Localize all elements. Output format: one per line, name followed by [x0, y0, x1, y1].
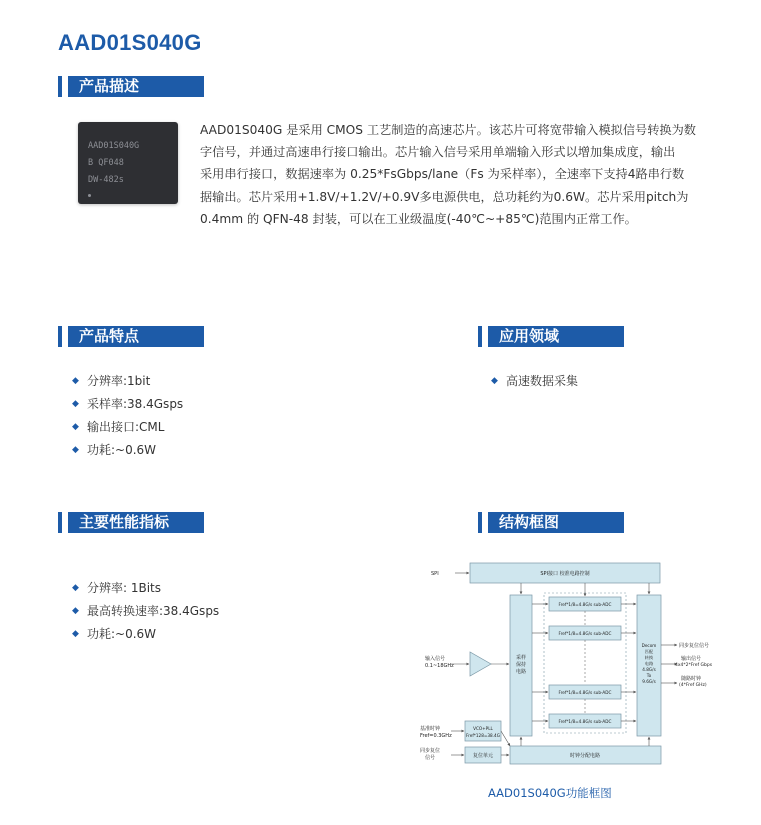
bullet-diamond-icon: ◆: [72, 376, 79, 386]
svg-text:Fref*128=38.4G: Fref*128=38.4G: [466, 733, 500, 738]
svg-text:Fref*1/8=4.8G/s sub-ADC: Fref*1/8=4.8G/s sub-ADC: [558, 719, 612, 724]
list-item: ◆ 分辨率: 1Bits: [72, 577, 219, 600]
svg-text:转换: 转换: [644, 655, 654, 660]
svg-text:To: To: [646, 673, 652, 678]
page-title: AAD01S040G: [58, 30, 202, 55]
svg-text:(4*Fref GHz): (4*Fref GHz): [679, 683, 707, 688]
bullet-diamond-icon: ◆: [72, 583, 79, 593]
svg-text:0.1~18GHz: 0.1~18GHz: [425, 663, 454, 669]
section-header-structure: [478, 512, 624, 533]
svg-text:4.8G/s: 4.8G/s: [642, 667, 656, 672]
chip-marking-1: AAD01S040G: [88, 141, 140, 151]
amplifier-triangle: [470, 652, 491, 676]
product-description: [200, 119, 700, 230]
section-label-structure: 结构框图: [488, 512, 624, 533]
bullet-diamond-icon: ◆: [72, 629, 79, 639]
section-header-description: [58, 76, 204, 97]
section-label-applications: 应用领域: [488, 326, 624, 347]
svg-text:输出信号: 输出信号: [681, 656, 702, 662]
bullet-diamond-icon: ◆: [72, 399, 79, 409]
list-item: ◆ 功耗:~0.6W: [72, 623, 219, 646]
block-diagram: [420, 558, 735, 770]
section-header-performance: [58, 512, 204, 533]
bullet-diamond-icon: ◆: [491, 376, 498, 386]
svg-text:输入信号: 输入信号: [425, 656, 446, 662]
svg-text:电路: 电路: [515, 669, 527, 675]
features-list: [72, 370, 183, 462]
svg-text:采样: 采样: [515, 655, 527, 661]
list-item: ◆ 高速数据采集: [491, 370, 578, 393]
description-line: 据输出。芯片采用+1.8V/+1.2V/+0.9V多电源供电，总功耗约为0.6W。芯片采用pitch为: [200, 189, 689, 204]
chip-pin1-dot: [88, 194, 91, 197]
svg-text:Fref=0.3GHz: Fref=0.3GHz: [420, 733, 452, 739]
description-line: 字信号，并通过高速串行接口输出。芯片输入信号采用单端输入形式以增加集成度，输出: [200, 145, 676, 160]
section-label-performance: 主要性能指标: [68, 512, 204, 533]
chip-marking-2: B QF048: [88, 158, 124, 168]
bullet-diamond-icon: ◆: [72, 606, 79, 616]
description-line: 0.4mm 的 QFN-48 封装，可以在工业级温度(-40℃~+85℃)范围内正常工作。: [200, 211, 637, 226]
svg-text:Fref*1/8=4.8G/s sub-ADC: Fref*1/8=4.8G/s sub-ADC: [558, 690, 612, 695]
svg-text:同步复位: 同步复位: [420, 748, 441, 754]
bullet-diamond-icon: ◆: [72, 445, 79, 455]
list-item: ◆ 输出接口:CML: [72, 416, 183, 439]
svg-text:基准时钟: 基准时钟: [420, 726, 441, 732]
section-label-features: 产品特点: [68, 326, 204, 347]
applications-list: [491, 370, 578, 393]
svg-text:保持: 保持: [515, 662, 527, 668]
svg-text:时钟分配电路: 时钟分配电路: [569, 753, 601, 759]
svg-text:Decom: Decom: [641, 643, 657, 648]
svg-text:9.6G/s: 9.6G/s: [642, 679, 656, 684]
svg-text:VCO+PLL: VCO+PLL: [473, 726, 493, 731]
vco-pll-block: [465, 721, 501, 741]
list-item: ◆ 分辨率:1bit: [72, 370, 183, 393]
svg-text:Fref*1/8=4.8G/s sub-ADC: Fref*1/8=4.8G/s sub-ADC: [558, 602, 612, 607]
description-line: 采用串行接口，数据速率为 0.25*FsGbps/lane（Fs 为采样率），全速率下支持4路串行数: [200, 167, 685, 182]
list-item: ◆ 采样率:38.4Gsps: [72, 393, 183, 416]
svg-text:4x4*2*Fref Gbps: 4x4*2*Fref Gbps: [675, 663, 713, 668]
chip-marking-3: DW-482s: [88, 175, 124, 185]
description-line: AAD01S040G 是采用 CMOS 工艺制造的高速芯片。该芯片可将宽带输入模拟信号转换为数: [200, 123, 696, 137]
diagram-caption: AAD01S040G功能框图: [488, 786, 612, 800]
section-header-applications: [478, 326, 624, 347]
chip-photo: [78, 122, 178, 204]
svg-text:信号: 信号: [425, 755, 436, 761]
list-item: ◆ 功耗:~0.6W: [72, 439, 183, 462]
list-item: ◆ 最高转换速率:38.4Gsps: [72, 600, 219, 623]
svg-text:Fref*1/8=4.8G/s sub-ADC: Fref*1/8=4.8G/s sub-ADC: [558, 631, 612, 636]
svg-text:匹配: 匹配: [644, 649, 654, 654]
svg-text:同步复位信号: 同步复位信号: [679, 643, 710, 649]
svg-text:电路: 电路: [644, 661, 654, 666]
section-header-features: [58, 326, 204, 347]
svg-text:复位单元: 复位单元: [472, 753, 494, 759]
bullet-diamond-icon: ◆: [72, 422, 79, 432]
diagram-spi-block-label: SPI接口 校准电路控制: [540, 571, 590, 577]
section-label-description: 产品描述: [68, 76, 204, 97]
performance-list: [72, 577, 219, 646]
svg-text:随路时钟: 随路时钟: [681, 676, 702, 682]
diagram-spi-label: SPI: [431, 571, 439, 577]
